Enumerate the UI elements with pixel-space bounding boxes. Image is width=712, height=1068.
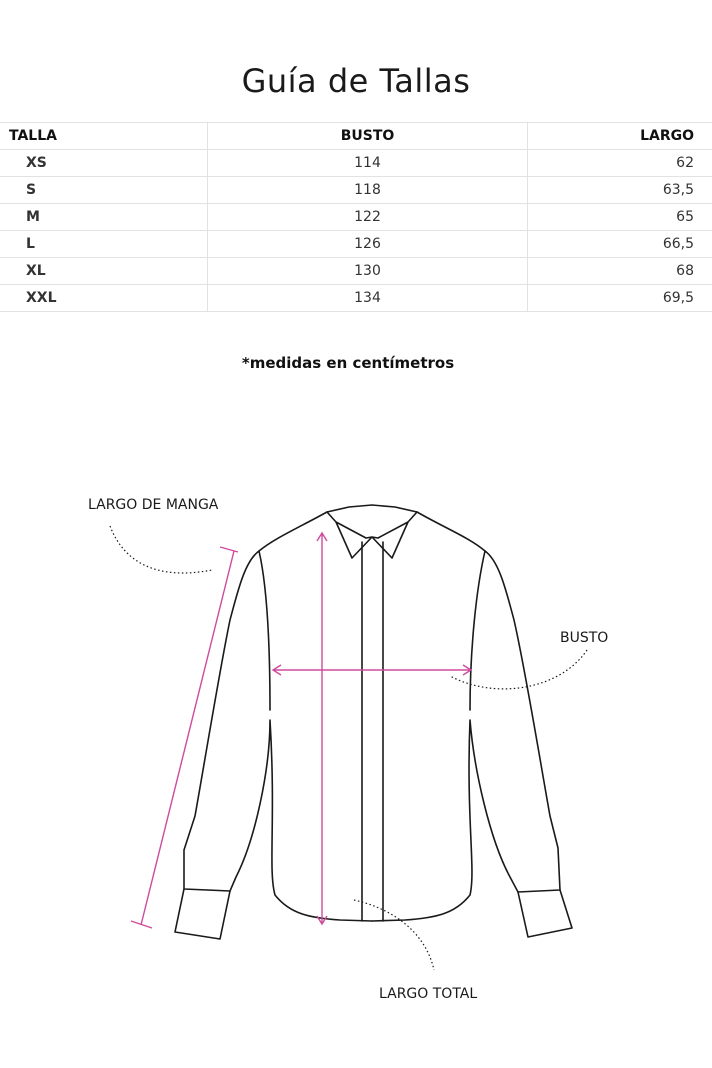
- cuff-right: [518, 890, 572, 937]
- header-largo: LARGO: [528, 123, 712, 150]
- table-row: [0, 204, 712, 231]
- cell-busto: 122: [208, 204, 528, 231]
- cell-largo: 69,5: [528, 285, 712, 312]
- collar: [327, 505, 417, 558]
- table-row: [0, 231, 712, 258]
- cell-largo: 62: [528, 150, 712, 177]
- cell-largo: 63,5: [528, 177, 712, 204]
- shirt-outline: [175, 505, 572, 939]
- table-row: [0, 285, 712, 312]
- cell-largo: 66,5: [528, 231, 712, 258]
- table-row: [0, 258, 712, 285]
- cell-busto: 134: [208, 285, 528, 312]
- bust-measure-line: [273, 665, 471, 675]
- cell-busto: 114: [208, 150, 528, 177]
- table-row: [0, 177, 712, 204]
- header-busto: BUSTO: [208, 123, 528, 150]
- table-row: [0, 150, 712, 177]
- cell-talla: S: [0, 177, 208, 204]
- cell-talla: XXL: [0, 285, 208, 312]
- shirt-body-right: [372, 512, 560, 921]
- armhole-seam-right: [470, 551, 485, 710]
- size-table: [0, 122, 712, 312]
- leader-total: [354, 900, 434, 970]
- measurement-lines: [131, 533, 471, 928]
- cell-busto: 118: [208, 177, 528, 204]
- cell-largo: 65: [528, 204, 712, 231]
- cell-talla: XS: [0, 150, 208, 177]
- armhole-seam-left: [259, 551, 270, 710]
- shirt-measurement-diagram: [0, 440, 712, 1040]
- leader-sleeve: [110, 526, 212, 573]
- table-header-row: [0, 123, 712, 150]
- label-bust: BUSTO: [560, 630, 609, 646]
- page-title: Guía de Tallas: [241, 62, 471, 100]
- cell-busto: 130: [208, 258, 528, 285]
- cell-talla: M: [0, 204, 208, 231]
- header-talla: TALLA: [0, 123, 208, 150]
- shirt-body-left: [184, 512, 372, 921]
- label-total-length: LARGO TOTAL: [379, 986, 478, 1002]
- cuff-left: [175, 889, 230, 939]
- cell-talla: XL: [0, 258, 208, 285]
- button-placket: [362, 542, 383, 921]
- cell-busto: 126: [208, 231, 528, 258]
- units-note: *medidas en centímetros: [241, 354, 455, 372]
- cell-talla: L: [0, 231, 208, 258]
- cell-largo: 68: [528, 258, 712, 285]
- total-length-measure-line: [317, 533, 327, 924]
- label-sleeve-length: LARGO DE MANGA: [88, 497, 219, 513]
